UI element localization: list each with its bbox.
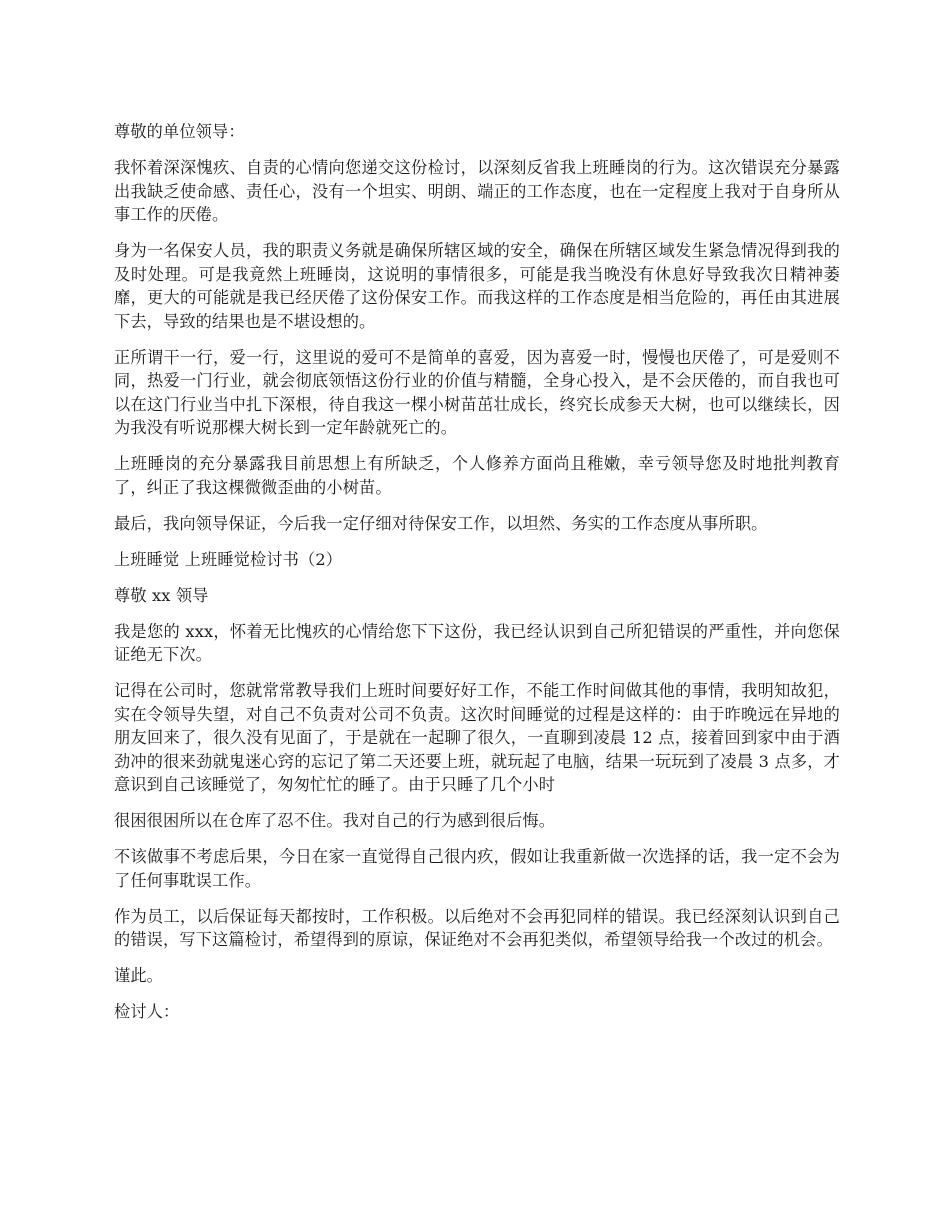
paragraph: 不该做事不考虑后果，今日在家一直觉得自己很内疚，假如让我重新做一次选择的话，我一定不会为了任何事耽误工作。 xyxy=(114,847,840,890)
salutation: 尊敬的单位领导： xyxy=(114,122,245,141)
paragraph: 最后，我向领导保证，今后我一定仔细对待保安工作，以坦然、务实的工作态度从事所职。 xyxy=(114,513,768,533)
paragraph: 记得在公司时，您就常常教导我们上班时间要好好工作，不能工作时间做其他的事情，我明知故犯，实在令领导失望，对自己不负责对公司不负责。这次时间睡觉的过程是这样的：由于昨晚远在异地的朋友回来了，很久没有见面了，于是就在一起聊了很久，一直聊到凌晨 12 点，接着回到家中由于酒劲冲的很来劲就鬼迷心窍的忘记了第二天还要上班，就玩起了电脑，结果一玩玩到了凌晨 3 点多，才意识到自己该睡觉了，匆匆忙忙的睡了。由于只睡了几个小时 xyxy=(114,681,840,794)
paragraph: 我怀着深深愧疚、自责的心情向您递交这份检讨，以深刻反省我上班睡岗的行为。这次错误充分暴露出我缺乏使命感、责任心，没有一个坦实、明朗、端正的工作态度，也在一定程度上我对于自身所从事工作的厌倦。 xyxy=(114,158,840,224)
paragraph: 正所谓干一行，爱一行，这里说的爱可不是简单的喜爱，因为喜爱一时，慢慢也厌倦了，可是爱则不同，热爱一门行业，就会彻底领悟这份行业的价值与精髓，全身心投入，是不会厌倦的，而自我也可以在这门行业当中扎下深根，待自我这一棵小树苗茁壮成长，终究长成参天大树，也可以继续长，因为我没有听说那棵大树长到一定年龄就死亡的。 xyxy=(114,347,840,437)
closing: 谨此。 xyxy=(114,966,164,985)
paragraph: 上班睡岗的充分暴露我目前思想上有所缺乏，个人修养方面尚且稚嫩，幸亏领导您及时地批判教育了，纠正了我这棵微微歪曲的小树苗。 xyxy=(114,454,840,497)
paragraph: 我是您的 xxx，怀着无比愧疚的心情给您下下这份，我已经认识到自己所犯错误的严重性，并向您保证绝无下次。 xyxy=(114,621,840,664)
paragraph: 身为一名保安人员，我的职责义务就是确保所辖区域的安全，确保在所辖区域发生紧急情况得到我的及时处理。可是我竟然上班睡岗，这说明的事情很多，可能是我当晚没有休息好导致我次日精神萎靡，更大的可能就是我已经厌倦了这份保安工作。而我这样的工作态度是相当危险的，再任由其进展下去，导致的结果也是不堪设想的。 xyxy=(114,241,840,331)
paragraph: 作为员工，以后保证每天都按时，工作积极。以后绝对不会再犯同样的错误。我已经深刻认识到自己的错误，写下这篇检讨，希望得到的原谅，保证绝对不会再犯类似，希望领导给我一个改过的机会。 xyxy=(114,906,840,949)
paragraph: 很困很困所以在仓库了忍不住。我对自己的行为感到很后悔。 xyxy=(114,811,556,830)
salutation: 尊敬 xx 领导 xyxy=(114,585,209,605)
section-title: 上班睡觉 上班睡觉检讨书（2） xyxy=(114,549,343,569)
document-body xyxy=(114,120,840,1036)
signature-label: 检讨人： xyxy=(114,1002,180,1021)
